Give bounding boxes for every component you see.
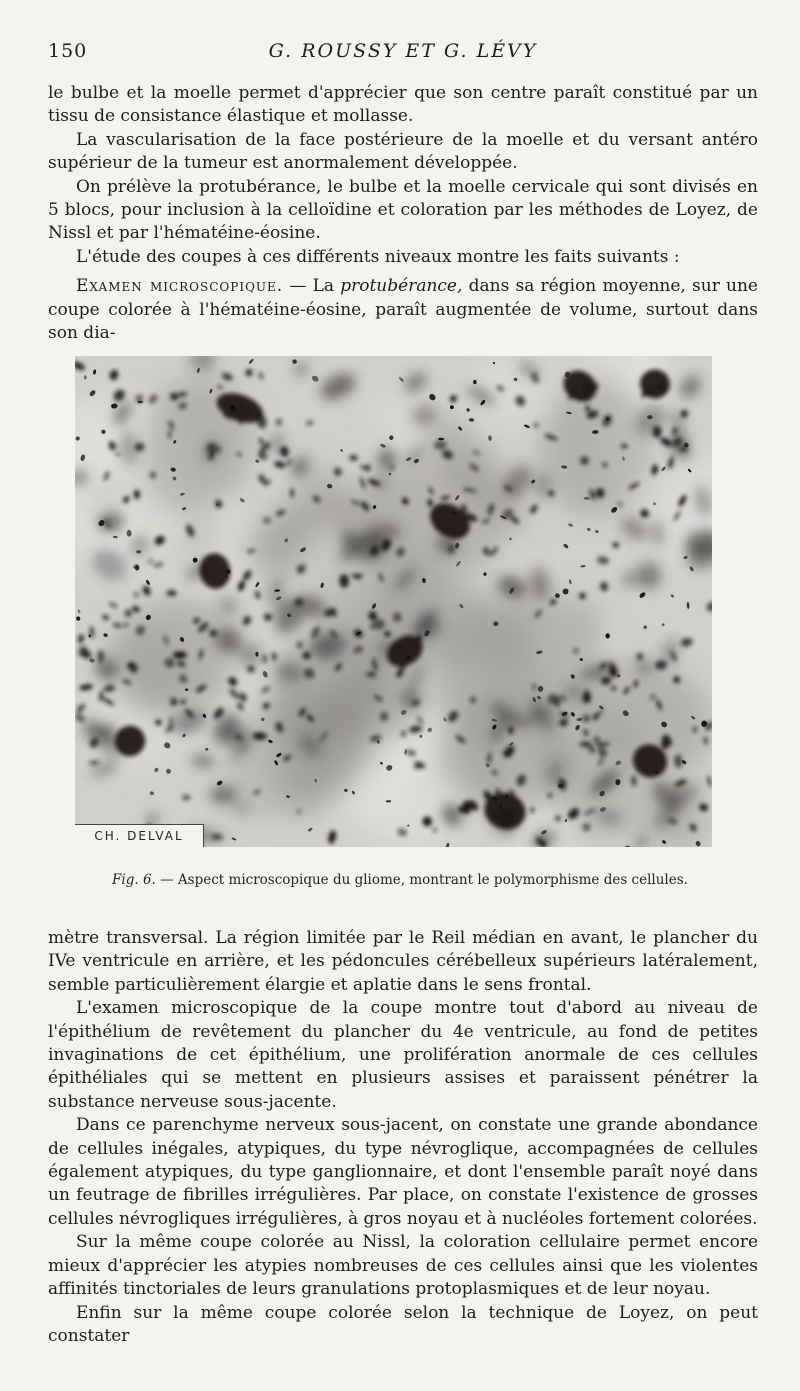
page-number: 150 — [48, 40, 88, 62]
photo-credit: CH. DELVAL — [75, 824, 204, 847]
paragraph: le bulbe et la moelle permet d'apprécier que son centre paraît constitué par un tissu de consistance élastique et mollasse. — [48, 83, 758, 127]
paragraph: mètre transversal. La région limitée par le Reil médian en avant, le plancher du IVe ventricule en arrière, et les pédoncules cérébelleux supérieurs latéralement, semble particulièrement élargie et aplatie dans le sens frontal. — [48, 928, 758, 995]
micrograph-figure — [75, 356, 712, 847]
bottom-text-block — [48, 927, 758, 1348]
paragraph: L'examen microscopique de la coupe montre tout d'abord au niveau de l'épithélium de revêtement du plancher du 4e ventricule, au fond de petites invaginations de cet épithélium, une prolifération anormale de ces cellules épithéliales qui se mettent en plusieurs assises et paraissent pénétrer la substance nerveuse sous-jacente. — [48, 998, 758, 1112]
page-header — [48, 40, 758, 68]
micrograph-image — [75, 356, 712, 847]
paragraph: La vascularisation de la face postérieure de la moelle et du versant antéro supérieur de la tumeur est anormalement développée. — [48, 129, 758, 174]
exam-dash: — La — [283, 276, 341, 297]
cell-nucleus — [483, 572, 486, 575]
caption-text: — Aspect microscopique du gliome, montrant le polymorphisme des cellules. — [155, 872, 688, 888]
cell-nucleus — [554, 697, 560, 707]
figure-label: Fig. 6. — [112, 872, 156, 888]
emphasis-term: protubérance, — [340, 276, 463, 297]
paragraph: Dans ce parenchyme nerveux sous-jacent, on constate une grande abondance de cellules inégales, atypiques, du type névroglique, accompagnées de cellules également atypiques, du type ganglionnaire, et dont l'ensemble paraît noyé dans un feutrage de fibrilles irrégulières. Par place, on constate l'existence de grosses cellules névrogliques irrégulières, à gros noyau et à nucléoles fortement colorées. — [48, 1115, 758, 1229]
cell-nucleus — [210, 630, 218, 637]
exam-paragraph — [48, 275, 758, 345]
paragraph: Enfin sur la même coupe colorée selon la technique de Loyez, on peut constater — [48, 1302, 758, 1346]
figure-caption — [0, 872, 800, 888]
running-title: G. ROUSSY ET G. LÉVY — [268, 40, 538, 62]
section-heading: Examen microscopique. — [76, 276, 284, 297]
paragraph: On prélève la protubérance, le bulbe et la moelle cervicale qui sont divisés en 5 blocs, pour inclusion à la celloïdine et coloration par les méthodes de Loyez, de Nissl et par l'hématéine-éosine. — [48, 176, 758, 244]
cell-nucleus — [136, 550, 141, 553]
paragraph: L'étude des coupes à ces différents niveaux montre les faits suivants : — [76, 246, 680, 267]
paragraph: Sur la même coupe colorée au Nissl, la coloration cellulaire permet encore mieux d'apprécier les atypies nombreuses de ces cellules ainsi que les violentes affinités tinctoriales de leurs granulations protoplasmiques et de leur noyau. — [48, 1232, 758, 1300]
top-text-block — [48, 82, 758, 345]
exam-text: dans sa région moyenne, sur une coupe colorée à l'hématéine-éosine, paraît augmentée de volume, surtout dans son dia- — [48, 276, 758, 344]
cell-nucleus — [137, 401, 143, 403]
